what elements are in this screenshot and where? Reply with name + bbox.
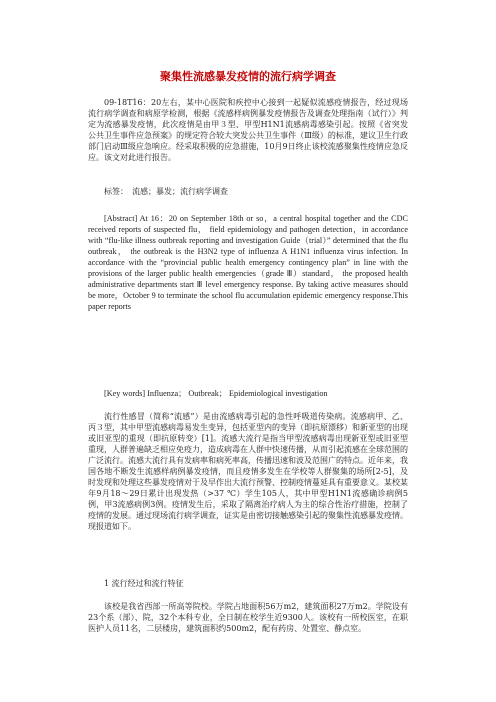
keywords-chinese: 标签： 流感；暴发；流行病学调查 [104, 187, 228, 196]
intro-paragraph: 流行性感冒（简称“流感”）是由流感病毒引起的急性呼吸道传染病。流感病甲、乙、丙３型，其中甲型流感病毒易发生变异，包括亚型内的变异（即抗原漂移）和新亚型的出现或旧亚型的重现（即抗原转变）[1]。流感大流行是指当甲型流感病毒出现新亚型或旧亚型重现，人群普遍缺乏相应免疫力，造成病毒在人群中快速传播，从而引起流感在全球范围的广泛流行。流感大流行具有发病率和病死率高，传播迅速和波及范围广的特点。近年来，我国各地不断发生流感样病例暴发疫情，而且疫情多发生在学校等人群聚集的场所[2-5]，及时发现和处理这些暴发疫情对于及早作出大流行预警、控制疫情蔓延具有重要意义。某校某年9月18～29日累计出现发热（>37 ℃）学生105人，其中甲型H1N1流感确诊病例5例，甲3流感病例3例。疫情发生后，采取了隔离治疗病人为主的综合性治疗措施，控制了疫情的发展。通过现场流行病学调查，证实是由密切接触感染引起的聚集性流感暴发疫情。现报道如下。 [88, 412, 408, 531]
section-heading-1: 1 流行经过和流行特征 [104, 579, 184, 588]
section-1-paragraph: 该校是我省西部一所高等院校。学院占地面积56万m2，建筑面积27万m2。学院设有23个系（部）、院，32个本科专业，全日制在校学生近9300人。该校有一所校医室，在职医护人员11名，二层楼房，建筑面积约500m2，配有药房、处置室、静点室。 [88, 602, 408, 633]
abstract-english: [Abstract] At 16：20 on September 18th or so，a central hospital together and the CDC received reports of suspected flu， field epidemiology and pathogen detection，in accordance with “flu-like illness outbreak reporting and investigation Guide（trial）” determined that the flu outbreak， the outbreak is the H3N2 type of influenza A H1N1 influenza virus infection. In accordance with the “provincial public health emergency contingency plan” in line with the provisions of the larger public health emergencies（grade Ⅲ）standard， the proposed health administrative departments start Ⅲ level emergency response. By taking active measures should be more，October 9 to terminate the school flu accumulation epidemic emergency response.This paper reports [88, 214, 408, 311]
keywords-english: [Key words] Influenza； Outbreak； Epidemiological investigation [104, 389, 328, 398]
paper-title: 聚集性流感暴发疫情的流行病学调查 [160, 70, 336, 83]
abstract-chinese: 09-18T16：20左右，某中心医院和疾控中心接到一起疑似流感疫情报告，经过现场流行病学调查和病原学检测，根据《流感样病例暴发疫情报告及调查处理指南（试行）》判定为流感暴发疫情，此次疫情是由甲３型、甲型H1N1流感病毒感染引起。按照《省突发公共卫生事件应急预案》的规定符合较大突发公共卫生事件（Ⅲ级）的标准，建议卫生行政部门启动Ⅲ级应急响应。经采取积极的应急措施，10月9日终止该校流感聚集性疫情应急反应。该文对此进行报告。 [88, 98, 408, 162]
